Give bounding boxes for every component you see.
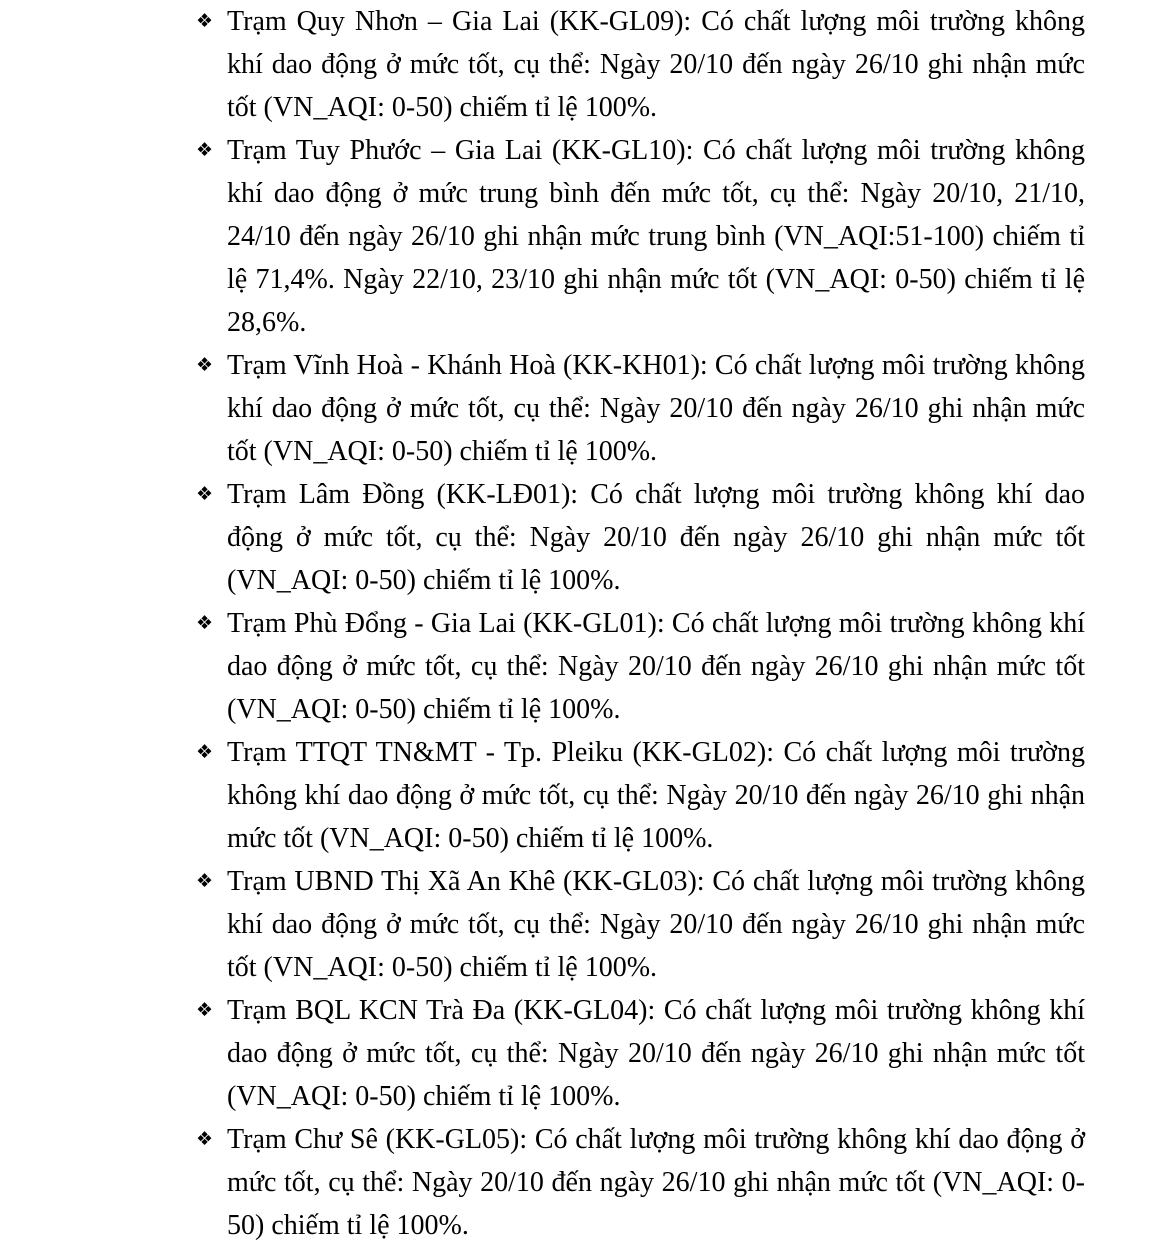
list-item [196,1118,1085,1247]
list-item [196,344,1085,473]
list-item [196,731,1085,860]
diamond-bullet-icon: ❖ [196,870,214,892]
list-item [196,129,1085,344]
station-paragraph: Trạm Quy Nhơn – Gia Lai (KK-GL09): Có chất lượng môi trường không khí dao động ở mức tốt, cụ thể: Ngày 20/10 đến ngày 26/10 ghi nhận mức tốt (VN_AQI: 0-50) chiếm tỉ lệ 100%. [227,6,1085,123]
station-paragraph: Trạm Lâm Đồng (KK-LĐ01): Có chất lượng môi trường không khí dao động ở mức tốt, cụ thể: Ngày 20/10 đến ngày 26/10 ghi nhận mức tốt (VN_AQI: 0-50) chiếm tỉ lệ 100%. [227,479,1085,596]
diamond-bullet-icon: ❖ [196,483,214,505]
diamond-bullet-icon: ❖ [196,1128,214,1150]
list-item [196,989,1085,1118]
diamond-bullet-icon: ❖ [196,999,214,1021]
station-paragraph: Trạm UBND Thị Xã An Khê (KK-GL03): Có chất lượng môi trường không khí dao động ở mức tốt, cụ thể: Ngày 20/10 đến ngày 26/10 ghi nhận mức tốt (VN_AQI: 0-50) chiếm tỉ lệ 100%. [227,866,1085,983]
diamond-bullet-icon: ❖ [196,10,214,32]
station-paragraph: Trạm Phù Đổng - Gia Lai (KK-GL01): Có chất lượng môi trường không khí dao động ở mức tốt, cụ thể: Ngày 20/10 đến ngày 26/10 ghi nhận mức tốt (VN_AQI: 0-50) chiếm tỉ lệ 100%. [227,608,1085,725]
list-item [196,860,1085,989]
station-paragraph: Trạm Vĩnh Hoà - Khánh Hoà (KK-KH01): Có chất lượng môi trường không khí dao động ở mức tốt, cụ thể: Ngày 20/10 đến ngày 26/10 ghi nhận mức tốt (VN_AQI: 0-50) chiếm tỉ lệ 100%. [227,350,1085,467]
station-paragraph: Trạm BQL KCN Trà Đa (KK-GL04): Có chất lượng môi trường không khí dao động ở mức tốt, cụ thể: Ngày 20/10 đến ngày 26/10 ghi nhận mức tốt (VN_AQI: 0-50) chiếm tỉ lệ 100%. [227,995,1085,1112]
diamond-bullet-icon: ❖ [196,354,214,376]
diamond-bullet-icon: ❖ [196,139,214,161]
list-item [196,602,1085,731]
list-item [196,0,1085,129]
station-paragraph: Trạm Tuy Phước – Gia Lai (KK-GL10): Có chất lượng môi trường không khí dao động ở mức trung bình đến mức tốt, cụ thể: Ngày 20/10, 21/10, 24/10 đến ngày 26/10 ghi nhận mức trung bình (VN_AQI:51-100) chiếm tỉ lệ 71,4%. Ngày 22/10, 23/10 ghi nhận mức tốt (VN_AQI: 0-50) chiếm tỉ lệ 28,6%. [227,135,1085,338]
diamond-bullet-icon: ❖ [196,612,214,634]
list-item [196,473,1085,602]
station-paragraph: Trạm TTQT TN&MT - Tp. Pleiku (KK-GL02): Có chất lượng môi trường không khí dao động ở mức tốt, cụ thể: Ngày 20/10 đến ngày 26/10 ghi nhận mức tốt (VN_AQI: 0-50) chiếm tỉ lệ 100%. [227,737,1085,854]
diamond-bullet-icon: ❖ [196,741,214,763]
station-paragraph: Trạm Chư Sê (KK-GL05): Có chất lượng môi trường không khí dao động ở mức tốt, cụ thể: Ngày 20/10 đến ngày 26/10 ghi nhận mức tốt (VN_AQI: 0-50) chiếm tỉ lệ 100%. [227,1124,1085,1241]
